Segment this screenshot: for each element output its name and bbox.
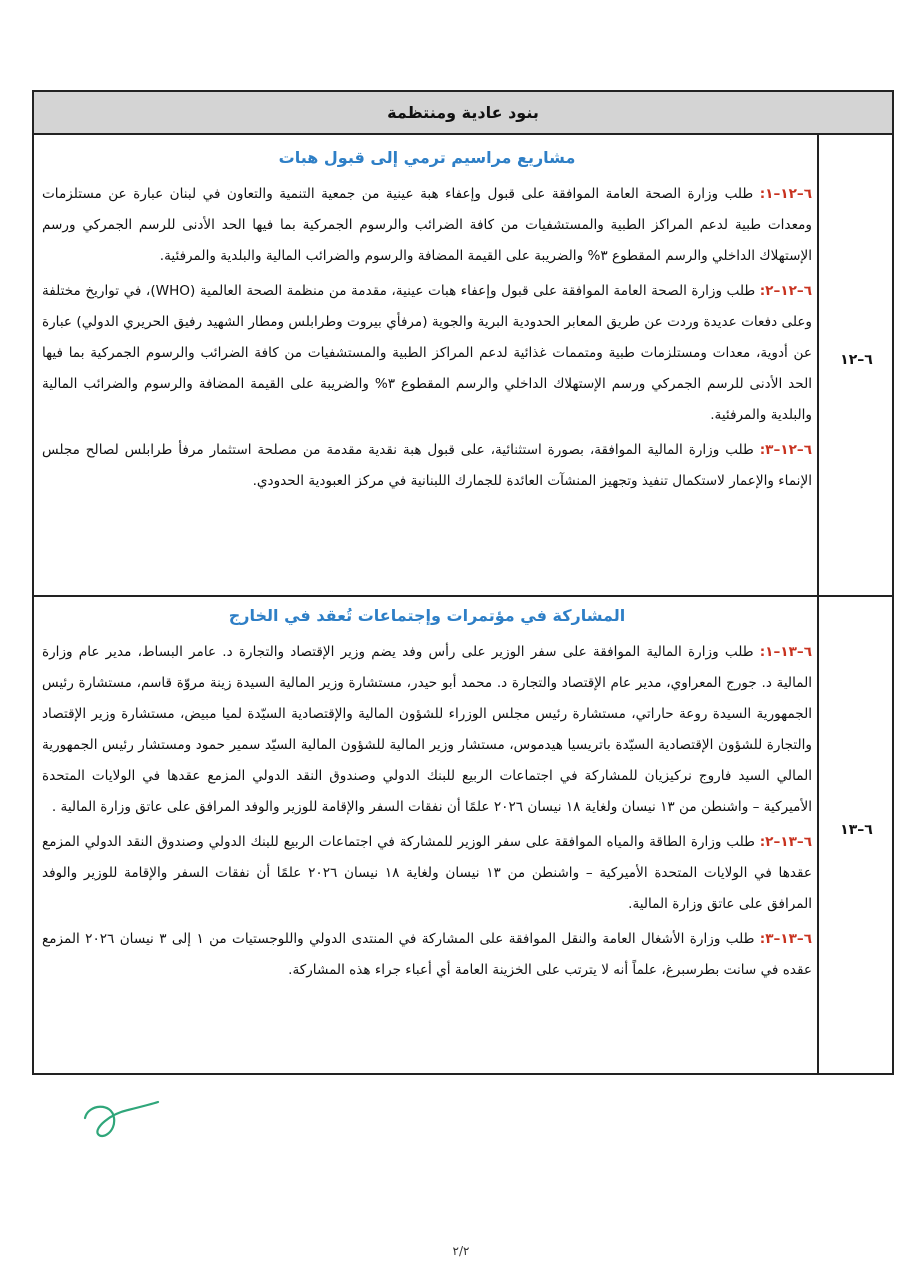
column-divider xyxy=(817,135,819,1075)
item-text: طلب وزارة الصحة العامة الموافقة على قبول وإعفاء هبات عينية، مقدمة من منظمة الصحة العالمية (WHO)، في تواريخ مختلفة وعلى دفعات عديدة وردت عن طريق المعابر الحدودية البرية والجوية (مرفأي بيروت وطرابلس ومطار الشهيد رفيق الحريري الدولي) عبارة عن أدوية، معدات ومستلزمات طبية ومتممات غذائية لدعم المراكز الطبية والمستشفيات من كافة الضرائب والرسوم الجمركية بما فيها الحد الأدنى للرسم الجمركي ورسم الإستهلاك الداخلي والرسم المقطوع ٣% والضريبة على القيمة المضافة والرسوم والضرائب المالية والبلدية والمرفئية. xyxy=(42,283,812,423)
row-divider xyxy=(34,595,892,597)
agenda-item xyxy=(42,179,812,272)
item-number: ٦–١٣–٢: xyxy=(759,834,812,850)
agenda-item xyxy=(42,827,812,920)
agenda-item xyxy=(42,435,812,497)
agenda-section xyxy=(42,144,812,501)
item-text: طلب وزارة الأشغال العامة والنقل الموافقة على المشاركة في المنتدى الدولي واللوجستيات من ١ إلى ٣ نيسان ٢٠٢٦ المزمع عقده في سانت بطرسبرغ، علماً أنه لا يترتب على الخزينة العامة أي أعباء جراء هذه المشاركة. xyxy=(42,931,812,978)
item-number: ٦–١٢–٣: xyxy=(759,442,812,458)
row-number: ٦–١٢ xyxy=(840,352,873,368)
item-text: طلب وزارة الطاقة والمياه الموافقة على سفر الوزير للمشاركة في اجتماعات الربيع للبنك الدولي وصندوق النقد الدولي المزمع عقدها في الولايات المتحدة الأميركية – واشنطن من ١٣ نيسان ولغاية ١٨ نيسان ٢٠٢٦ علمًا أن نفقات السفر والإقامة للوزير والوفد المرافق على عاتق وزارة المالية. xyxy=(42,834,812,912)
section-title: المشاركة في مؤتمرات وإجتماعات تُعقد في الخارج xyxy=(228,606,626,625)
item-number: ٦–١٢–١: xyxy=(759,186,812,202)
item-text: طلب وزارة المالية الموافقة على سفر الوزير على رأس وفد يضم وزير الإقتصاد والتجارة د. عامر البساط، مدير عام وزارة المالية د. جورج المعراوي، مدير عام الإقتصاد والتجارة د. محمد أبو حيدر، مستشارة وزير المالية السيدة زينة مروّة قاسم، مستشارة رئيس الجمهورية السيدة روعة حاراتي، مستشارة رئيس مجلس الوزراء للشؤون المالية والإقتصادية السيّدة لميا مبيض، مستشارة وزير الإقتصاد والتجارة للشؤون الإقتصادية السيّدة باتريسيا هيدموس، مستشار وزير المالية للشؤون المالية السيّد سمير حمود ومستشار رئيس الجمهورية المالي السيد فاروج نركيزيان للمشاركة في اجتماعات الربيع للبنك الدولي وصندوق النقد الدولي المزمع عقدها في الولايات المتحدة الأميركية – واشنطن من ١٣ نيسان ولغاية ١٨ نيسان ٢٠٢٦ علمًا أن نفقات السفر والإقامة للوزير والوفد المرافق على عاتق وزارة المالية . xyxy=(42,644,812,815)
item-text: طلب وزارة الصحة العامة الموافقة على قبول وإعفاء هبة عينية من جمعية التنمية والتعاون في لبنان عبارة عن مستلزمات ومعدات طبية لدعم المراكز الطبية والمستشفيات من كافة الضرائب والرسوم الجمركية بما فيها الحد الأدنى للرسم الجمركي ورسم الإستهلاك الداخلي والرسم المقطوع ٣% والضريبة على القيمة المضافة والرسوم والضرائب المالية والبلدية والمرفئية. xyxy=(42,186,812,264)
section-title: مشاريع مراسيم ترمي إلى قبول هبات xyxy=(278,148,576,167)
section-header-title: بنود عادية ومنتظمة xyxy=(387,103,539,122)
agenda-item xyxy=(42,924,812,986)
row-number: ٦–١٣ xyxy=(840,822,873,838)
item-number: ٦–١٢–٢: xyxy=(759,283,812,299)
handwritten-signature xyxy=(80,1096,170,1150)
agenda-item xyxy=(42,637,812,823)
item-number: ٦–١٣–٣: xyxy=(759,931,813,947)
section-header xyxy=(34,92,892,135)
agenda-item xyxy=(42,276,812,431)
agenda-table xyxy=(32,90,894,1075)
item-text: طلب وزارة المالية الموافقة، بصورة استثنائية، على قبول هبة نقدية مقدمة من مصلحة استثمار مرفأ طرابلس لصالح مجلس الإنماء والإعمار لاستكمال تنفيذ وتجهيز المنشآت العائدة للجمارك اللبنانية في مركز العبودية الحدودي. xyxy=(42,442,812,489)
item-number: ٦–١٣–١: xyxy=(759,644,812,660)
agenda-section xyxy=(42,602,812,990)
page-number: ٢/٢ xyxy=(452,1244,470,1258)
